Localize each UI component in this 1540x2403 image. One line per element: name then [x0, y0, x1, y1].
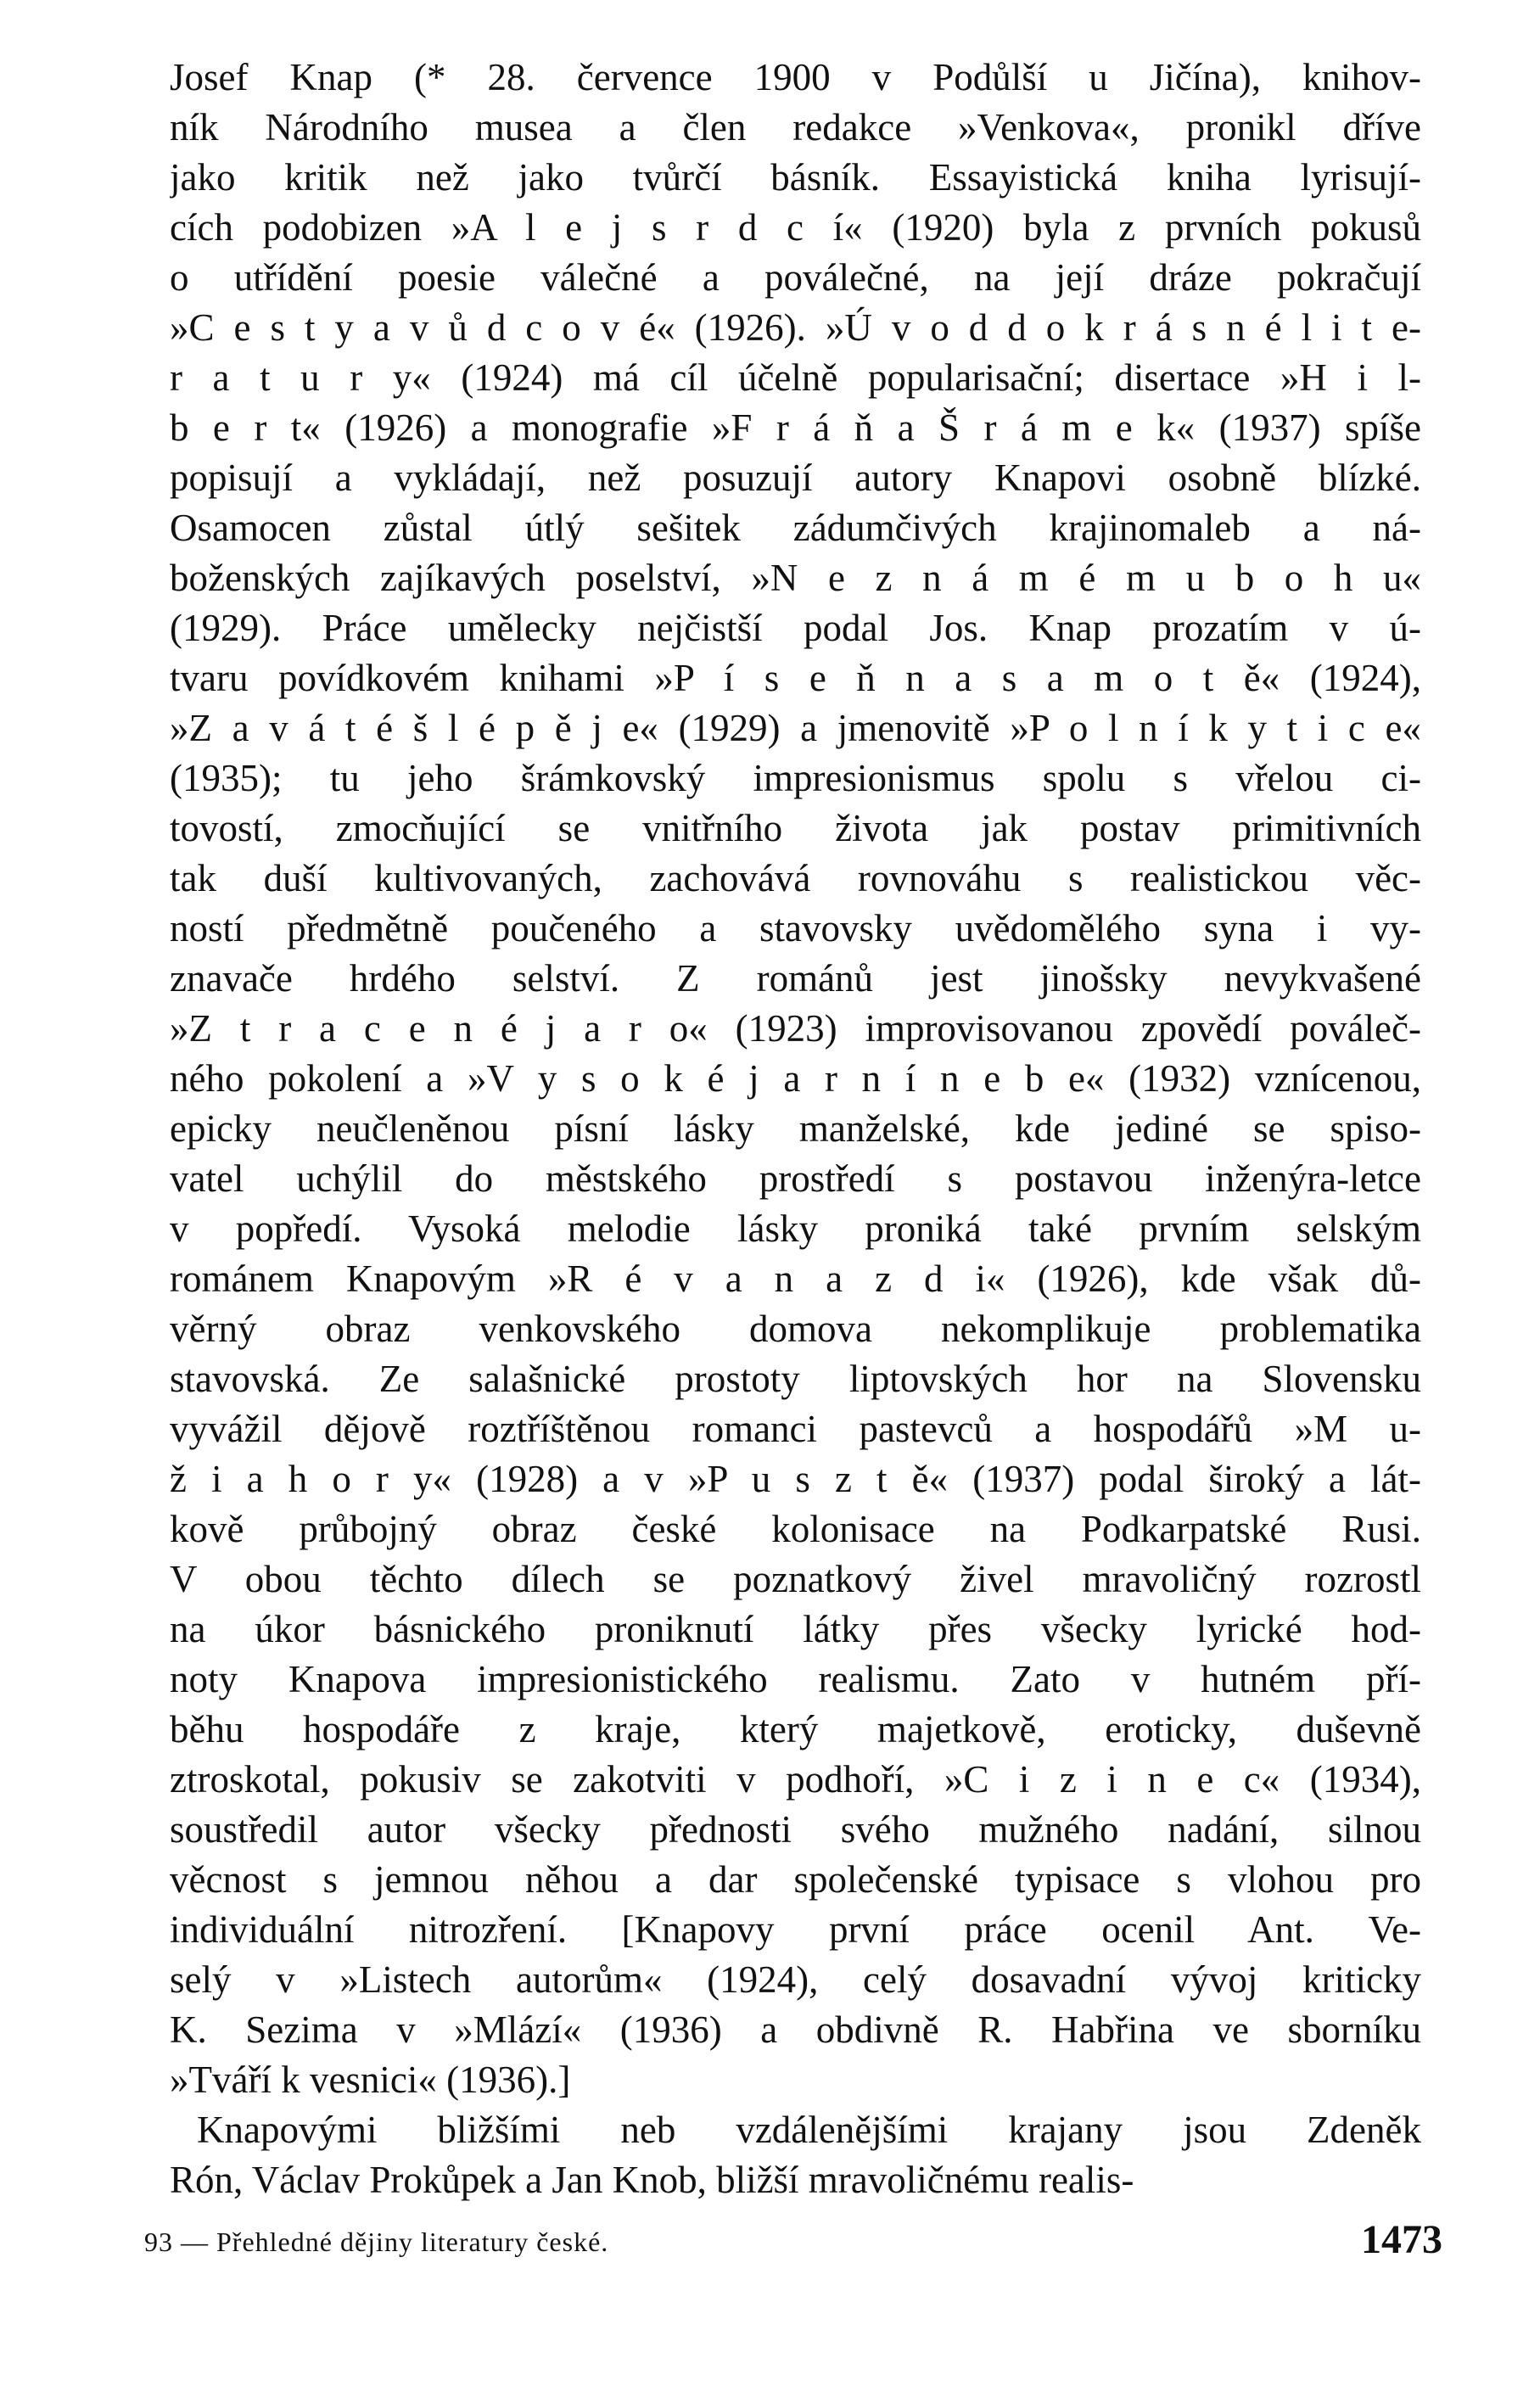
text-line: soustředil autor všecky přednosti svého mužného nadání, silnou	[170, 1808, 1421, 1851]
text-line: noty Knapova impresionistického realismu. Zato v hutném pří-	[170, 1658, 1421, 1700]
text-line: románem Knapovým »R é v a n a z d i« (1926), kde však dů-	[170, 1258, 1421, 1300]
text-line: ž i a h o r y« (1928) a v »P u s z t ě« (1937) podal široký a lát-	[170, 1458, 1421, 1500]
text-line: ného pokolení a »V y s o k é j a r n í n e b e« (1932) vznícenou,	[170, 1057, 1421, 1100]
footer-signature: 93 — Přehledné dějiny literatury české.	[144, 2227, 609, 2257]
text-line: na úkor básnického proniknutí látky přes všecky lyrické hod-	[170, 1608, 1421, 1650]
text-line: vatel uchýlil do městského prostředí s postavou inženýra-letce	[170, 1157, 1421, 1200]
text-line: epicky neučleněnou písní lásky manželské, kde jediné se spiso-	[170, 1107, 1421, 1150]
text-line: tovostí, zmocňující se vnitřního života jak postav primitivních	[170, 807, 1421, 849]
text-line: běhu hospodáře z kraje, který majetkově, eroticky, duševně	[170, 1708, 1421, 1750]
text-line: (1935); tu jeho šrámkovský impresionismus spolu s vřelou ci-	[170, 757, 1421, 799]
text-line: Josef Knap (* 28. července 1900 v Podůlší u Jičína), knihov-	[170, 56, 1421, 98]
text-line: r a t u r y« (1924) má cíl účelně popularisační; disertace »H i l-	[170, 356, 1421, 399]
body-text	[170, 53, 1421, 2205]
text-line: ností předmětně poučeného a stavovsky uvědomělého syna i vy-	[170, 907, 1421, 949]
text-line: K. Sezima v »Mlází« (1936) a obdivně R. Habřina ve sborníku	[170, 2008, 1421, 2051]
text-line: věrný obraz venkovského domova nekomplikuje problematika	[170, 1308, 1421, 1350]
text-line: »Z a v á t é š l é p ě j e« (1929) a jmenovitě »P o l n í k y t i c e«	[170, 707, 1421, 749]
text-line: b e r t« (1926) a monografie »F r á ň a Š r á m e k« (1937) spíše	[170, 406, 1421, 449]
text-line: stavovská. Ze salašnické prostoty liptovských hor na Slovensku	[170, 1358, 1421, 1400]
text-line: jako kritik než jako tvůrčí básník. Essayistická kniha lyrisují-	[170, 156, 1421, 199]
text-line: Rón, Václav Prokůpek a Jan Knob, bližší mravoličnému realis-	[170, 2159, 1134, 2201]
text-line: kově průbojný obraz české kolonisace na Podkarpatské Rusi.	[170, 1508, 1421, 1550]
text-line: ztroskotal, pokusiv se zakotviti v podhoří, »C i z i n e c« (1934),	[170, 1758, 1421, 1801]
text-line: »C e s t y a v ů d c o v é« (1926). »Ú v o d d o k r á s n é l i t e-	[170, 306, 1421, 349]
text-line: cích podobizen »A l e j s r d c í« (1920) byla z prvních pokusů	[170, 206, 1421, 249]
text-line: Osamocen zůstal útlý sešitek zádumčivých krajinomaleb a ná-	[170, 507, 1421, 549]
text-line: věcnost s jemnou něhou a dar společenské typisace s vlohou pro	[170, 1858, 1421, 1901]
text-line: »Z t r a c e n é j a r o« (1923) improvisovanou zpovědí pováleč-	[170, 1007, 1421, 1050]
text-line: znavače hrdého selství. Z románů jest jinošsky nevykvašené	[170, 957, 1421, 1000]
text-line: boženských zajíkavých poselství, »N e z n á m é m u b o h u«	[170, 557, 1421, 599]
text-line: selý v »Listech autorům« (1924), celý dosavadní vývoj kriticky	[170, 1958, 1421, 2001]
text-line: individuální nitrozření. [Knapovy první práce ocenil Ant. Ve-	[170, 1908, 1421, 1951]
text-line: ník Národního musea a člen redakce »Venkova«, pronikl dříve	[170, 106, 1421, 148]
text-line: popisují a vykládají, než posuzují autory Knapovi osobně blízké.	[170, 457, 1421, 499]
text-line: tvaru povídkovém knihami »P í s e ň n a s a m o t ě« (1924),	[170, 657, 1421, 699]
page-footer	[144, 2216, 1442, 2267]
text-line: vyvážil dějově roztříštěnou romanci pastevců a hospodářů »M u-	[170, 1408, 1421, 1450]
text-line: V obou těchto dílech se poznatkový živel mravoličný rozrostl	[170, 1558, 1421, 1600]
text-line: o utřídění poesie válečné a poválečné, na její dráze pokračují	[170, 256, 1421, 299]
text-line: tak duší kultivovaných, zachovává rovnováhu s realistickou věc-	[170, 857, 1421, 899]
text-line: »Tváří k vesnici« (1936).]	[170, 2059, 571, 2101]
text-line: v popředí. Vysoká melodie lásky proniká také prvním selským	[170, 1207, 1421, 1250]
text-line: (1929). Práce umělecky nejčistší podal Jos. Knap prozatím v ú-	[170, 607, 1421, 649]
text-line: Knapovými bližšími neb vzdálenějšími krajany jsou Zdeněk	[197, 2109, 1421, 2151]
page-number: 1473	[1361, 2217, 1442, 2262]
